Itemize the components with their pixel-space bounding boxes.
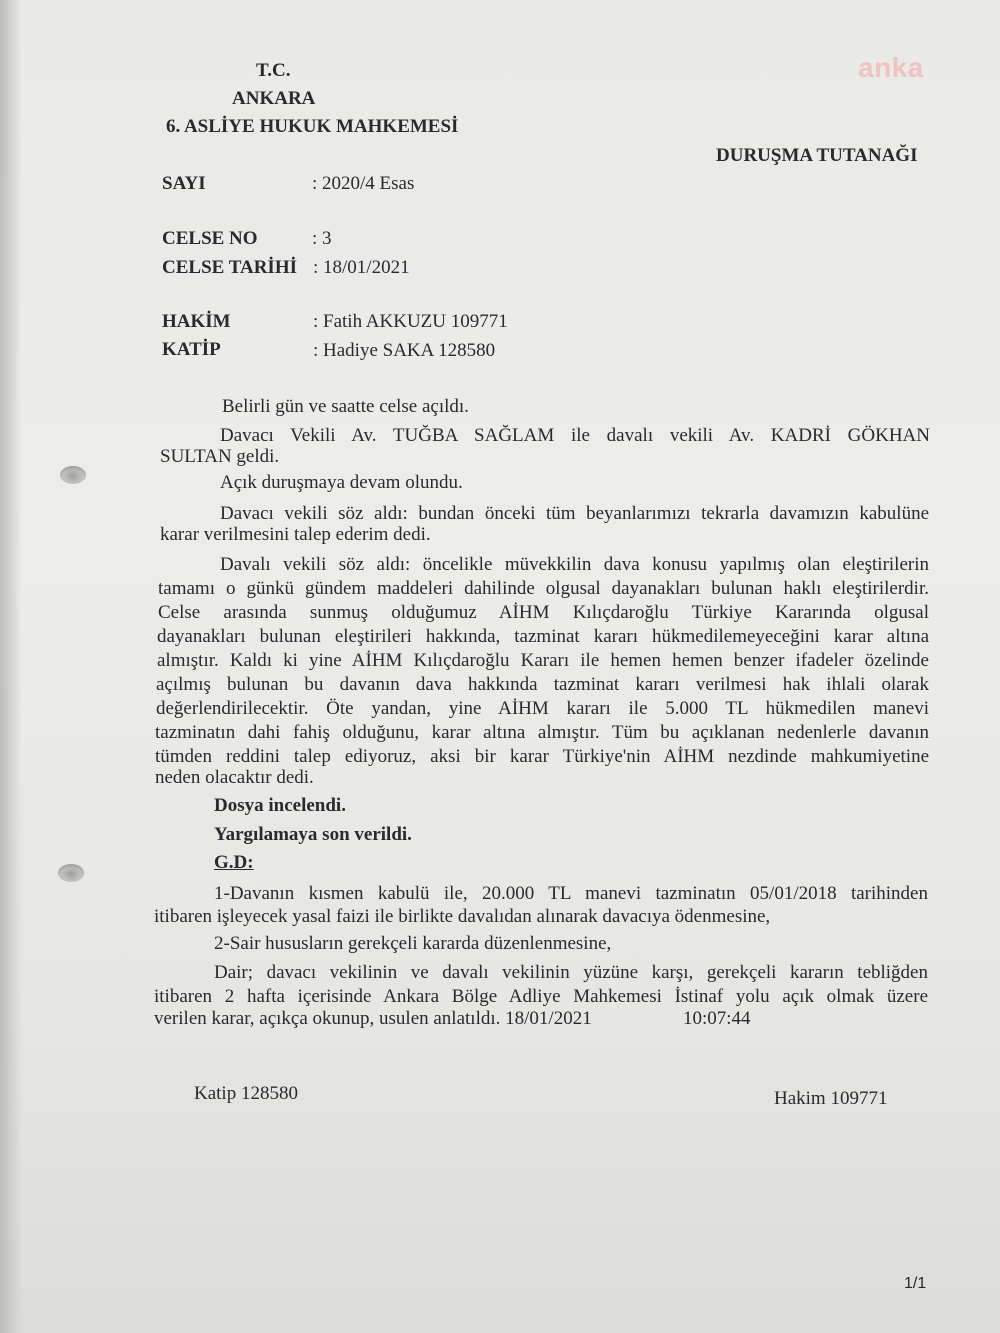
trial-ended: Yargılamaya son verildi. — [214, 824, 412, 845]
closing-line: verilen karar, açıkça okunup, usulen anlatıldı. 18/01/2021 — [154, 1008, 592, 1029]
verdict-item-1-line: itibaren işleyecek yasal faizi ile birlikte davalıdan alınarak davacıya ödenmesine, — [154, 906, 771, 927]
header-city: ANKARA — [232, 88, 316, 109]
paragraph-continue: Açık duruşmaya devam olundu. — [220, 472, 463, 493]
paragraph-attendance-line: SULTAN geldi. — [160, 446, 280, 467]
judge-signature: Hakim 109771 — [774, 1088, 888, 1109]
defendant-statement-line: tamamı o günkü gündem maddeleri dahilinde olgusal dayanakları bulunan haklı eleştirilerdir. — [158, 578, 929, 599]
verdict-item-1-line: 1-Davanın kısmen kabulü ile, 20.000 TL manevi tazminatın 05/01/2018 tarihinden — [214, 883, 928, 904]
plaintiff-statement-line: karar verilmesini talep ederim dedi. — [160, 524, 431, 545]
katip-label: KATİP — [162, 339, 221, 360]
defendant-statement-line: tazminatın dahi fahiş olduğunu, karar altına almıştır. Tüm bu açıklanan nedenlerle davanın — [155, 722, 929, 743]
header-court: 6. ASLİYE HUKUK MAHKEMESİ — [166, 116, 459, 137]
paragraph-opening: Belirli gün ve saatte celse açıldı. — [222, 396, 469, 417]
page-edge-shadow — [0, 0, 22, 1333]
defendant-statement-line: dayanakları bulunan eleştirileri hakkında, tazminat kararı hükmedilemeyeceğini karar altına — [157, 626, 929, 647]
celse-no-label: CELSE NO — [162, 228, 258, 249]
defendant-statement-line: Davalı vekili söz aldı: öncelikle müvekkilin dava konusu yapılmış olan eleştirilerin — [220, 554, 929, 575]
punch-hole — [60, 466, 86, 484]
verdict-item-2: 2-Sair hususların gerekçeli kararda düzenlenmesine, — [214, 933, 612, 954]
hakim-value: : Fatih AKKUZU 109771 — [313, 311, 508, 332]
document-title: DURUŞMA TUTANAĞI — [716, 145, 918, 166]
celse-tarihi-value: : 18/01/2021 — [313, 257, 410, 278]
celse-no-value: : 3 — [312, 228, 332, 249]
sayi-label: SAYI — [162, 173, 206, 194]
file-examined: Dosya incelendi. — [214, 795, 346, 816]
closing-line: itibaren 2 hafta içerisinde Ankara Bölge Adliye Mahkemesi İstinaf yolu açık olmak üzere — [154, 986, 928, 1007]
clerk-signature: Katip 128580 — [194, 1083, 298, 1104]
defendant-statement-line: neden olacaktır dedi. — [155, 767, 314, 788]
verdict-heading: G.D: — [214, 852, 254, 873]
katip-value: : Hadiye SAKA 128580 — [313, 340, 496, 361]
paragraph-attendance-line: Davacı Vekili Av. TUĞBA SAĞLAM ile davalı vekili Av. KADRİ GÖKHAN — [220, 425, 930, 446]
plaintiff-statement-line: Davacı vekili söz aldı: bundan önceki tüm beyanlarımızı tekrarla davamızın kabulüne — [220, 503, 929, 524]
header-tc: T.C. — [256, 60, 291, 81]
hakim-label: HAKİM — [162, 311, 231, 332]
closing-line: Dair; davacı vekilinin ve davalı vekilinin yüzüne karşı, gerekçeli kararın tebliğden — [214, 962, 928, 983]
sayi-value: : 2020/4 Esas — [312, 173, 415, 194]
defendant-statement-line: değerlendirilecektir. Öte yandan, yine AİHM kararı ile 5.000 TL hükmedilen manevi — [156, 698, 929, 719]
punch-hole — [58, 864, 84, 882]
celse-tarihi-label: CELSE TARİHİ — [162, 257, 297, 278]
defendant-statement-line: Celse arasında sunmuş olduğumuz AİHM Kılıçdaroğlu Türkiye Kararında olgusal — [158, 602, 929, 623]
closing-time: 10:07:44 — [683, 1008, 751, 1029]
defendant-statement-line: almıştır. Kaldı ki yine AİHM Kılıçdaroğlu Kararı ile hemen hemen benzer ifadeler özelinde — [157, 650, 929, 671]
page-number: 1/1 — [904, 1275, 927, 1292]
watermark-logo: anka — [858, 52, 924, 83]
defendant-statement-line: açılmış bulunan bu davanın dava hakkında tazminat kararı verilmesi hak ihlali olarak — [156, 674, 929, 695]
defendant-statement-line: tümden reddini talep ediyoruz, aksi bir karar Türkiye'nin AİHM nezdinde mahkumiyetine — [155, 746, 929, 767]
